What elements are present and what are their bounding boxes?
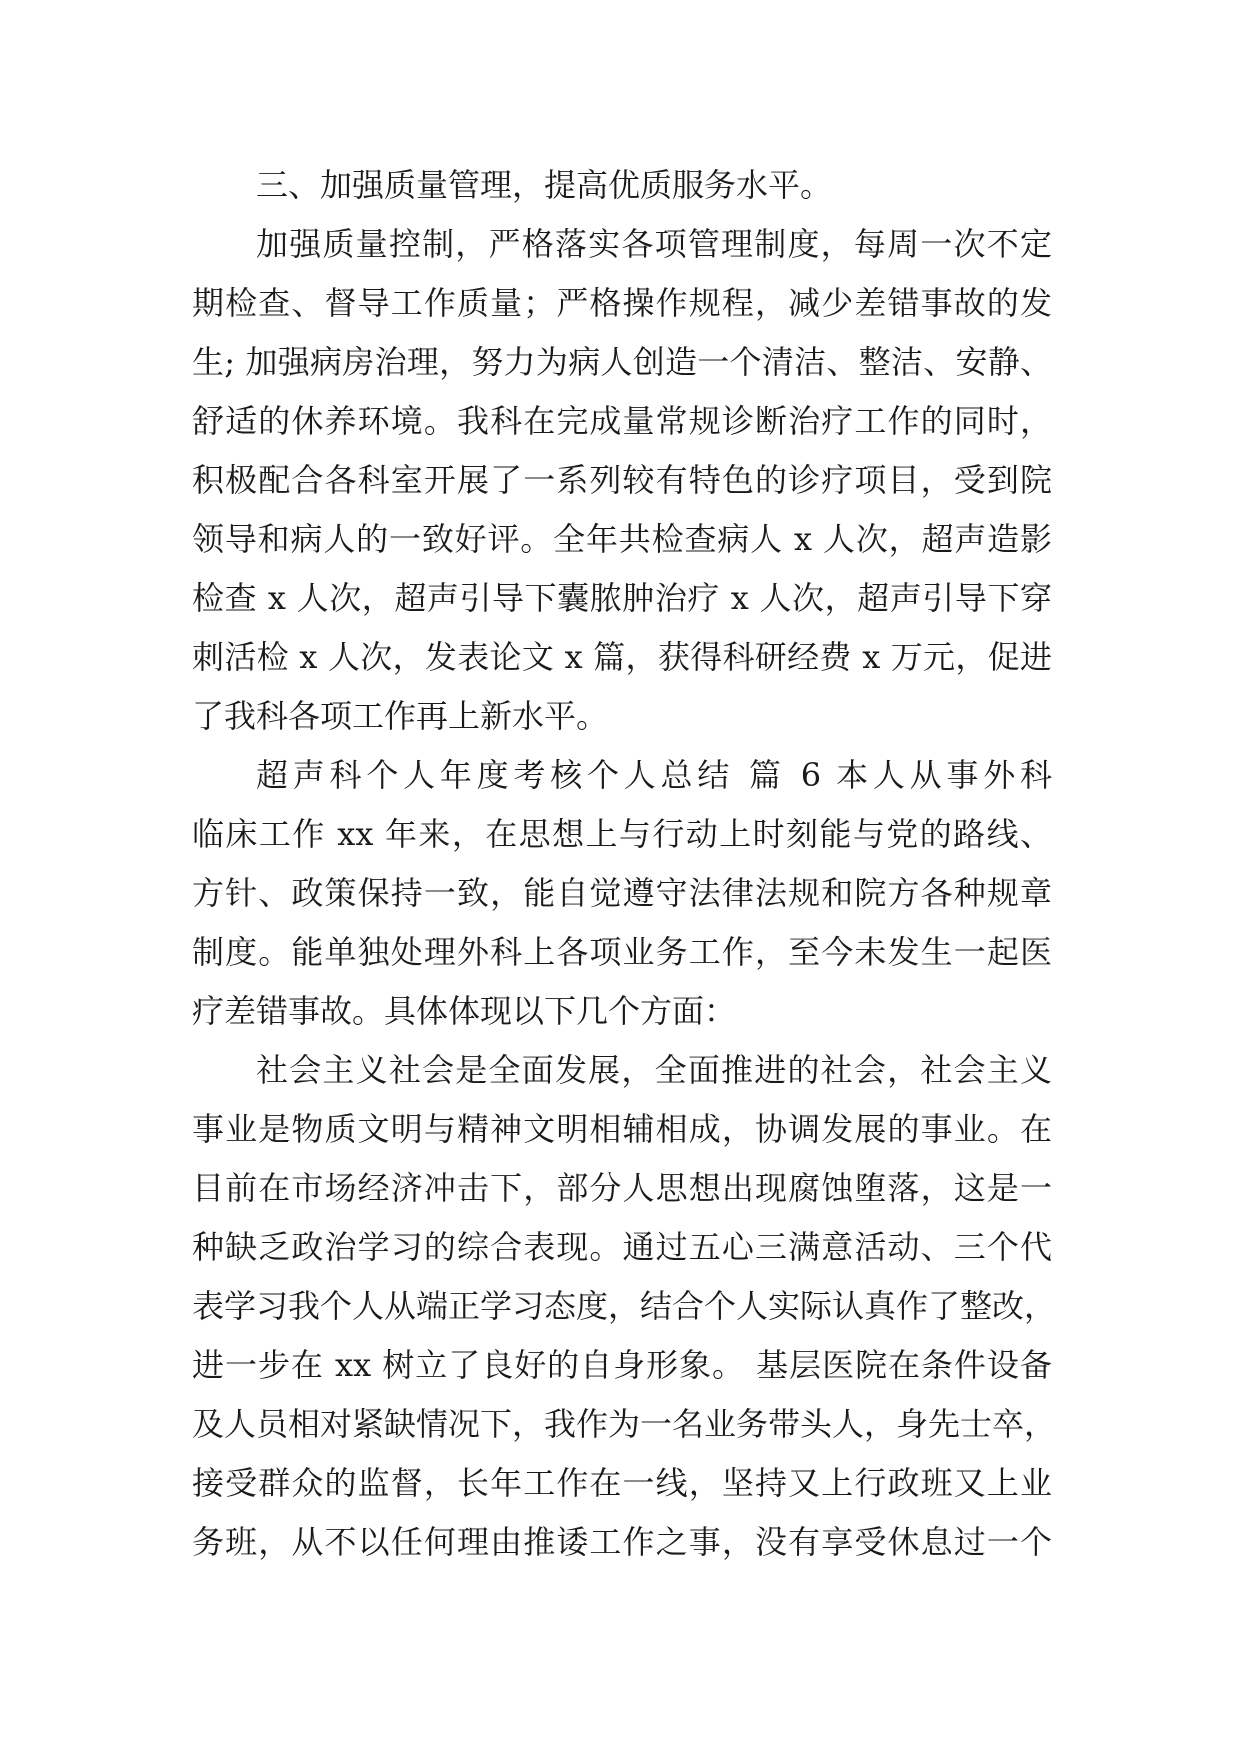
paragraph-line: 务班，从不以任何理由推诿工作之事，没有享受休息过一个 bbox=[192, 1523, 1052, 1561]
paragraph-line: 制度。能单独处理外科上各项业务工作，至今未发生一起医 bbox=[192, 933, 1052, 971]
document-body bbox=[192, 156, 1057, 1572]
paragraph-line: 舒适的休养环境。我科在完成量常规诊断治疗工作的同时， bbox=[192, 402, 1052, 440]
paragraph-line: 疗差错事故。具体体现以下几个方面： bbox=[192, 992, 737, 1030]
paragraph-line: 社会主义社会是全面发展，全面推进的社会，社会主义 bbox=[256, 1051, 1052, 1089]
paragraph-line: 领导和病人的一致好评。全年共检查病人 x 人次，超声造影 bbox=[192, 520, 1052, 558]
paragraph-line: 表学习我个人从端正学习态度，结合个人实际认真作了整改， bbox=[192, 1287, 1057, 1325]
paragraph-line: 加强质量控制，严格落实各项管理制度，每周一次不定 bbox=[256, 225, 1052, 263]
paragraph-line: 目前在市场经济冲击下，部分人思想出现腐蚀堕落，这是一 bbox=[192, 1169, 1052, 1207]
section-heading: 三、加强质量管理，提高优质服务水平。 bbox=[256, 166, 833, 204]
paragraph-line: 接受群众的监督，长年工作在一线，坚持又上行政班又上业 bbox=[192, 1464, 1052, 1502]
paragraph-line: 方针、政策保持一致，能自觉遵守法律法规和院方各种规章 bbox=[192, 874, 1052, 912]
paragraph-line: 期检查、督导工作质量；严格操作规程，减少差错事故的发 bbox=[192, 284, 1052, 322]
paragraph-line: 种缺乏政治学习的综合表现。通过五心三满意活动、三个代 bbox=[192, 1228, 1052, 1266]
article-title-line: 超声科个人年度考核个人总结 篇 6 本人从事外科 bbox=[256, 756, 1052, 794]
paragraph-line: 临床工作 xx 年来，在思想上与行动上时刻能与党的路线、 bbox=[192, 815, 1052, 853]
paragraph-line: 生; 加强病房治理，努力为病人创造一个清洁、整洁、安静、 bbox=[192, 343, 1052, 381]
paragraph-line: 积极配合各科室开展了一系列较有特色的诊疗项目，受到院 bbox=[192, 461, 1052, 499]
paragraph-line: 刺活检 x 人次，发表论文 x 篇，获得科研经费 x 万元，促进 bbox=[192, 638, 1052, 676]
paragraph-line: 及人员相对紧缺情况下，我作为一名业务带头人，身先士卒， bbox=[192, 1405, 1057, 1443]
paragraph-line: 了我科各项工作再上新水平。 bbox=[192, 697, 609, 735]
paragraph-line: 事业是物质文明与精神文明相辅相成，协调发展的事业。在 bbox=[192, 1110, 1052, 1148]
paragraph-line: 进一步在 xx 树立了良好的自身形象。 基层医院在条件设备 bbox=[192, 1346, 1052, 1384]
paragraph-line: 检查 x 人次，超声引导下囊脓肿治疗 x 人次，超声引导下穿 bbox=[192, 579, 1052, 617]
